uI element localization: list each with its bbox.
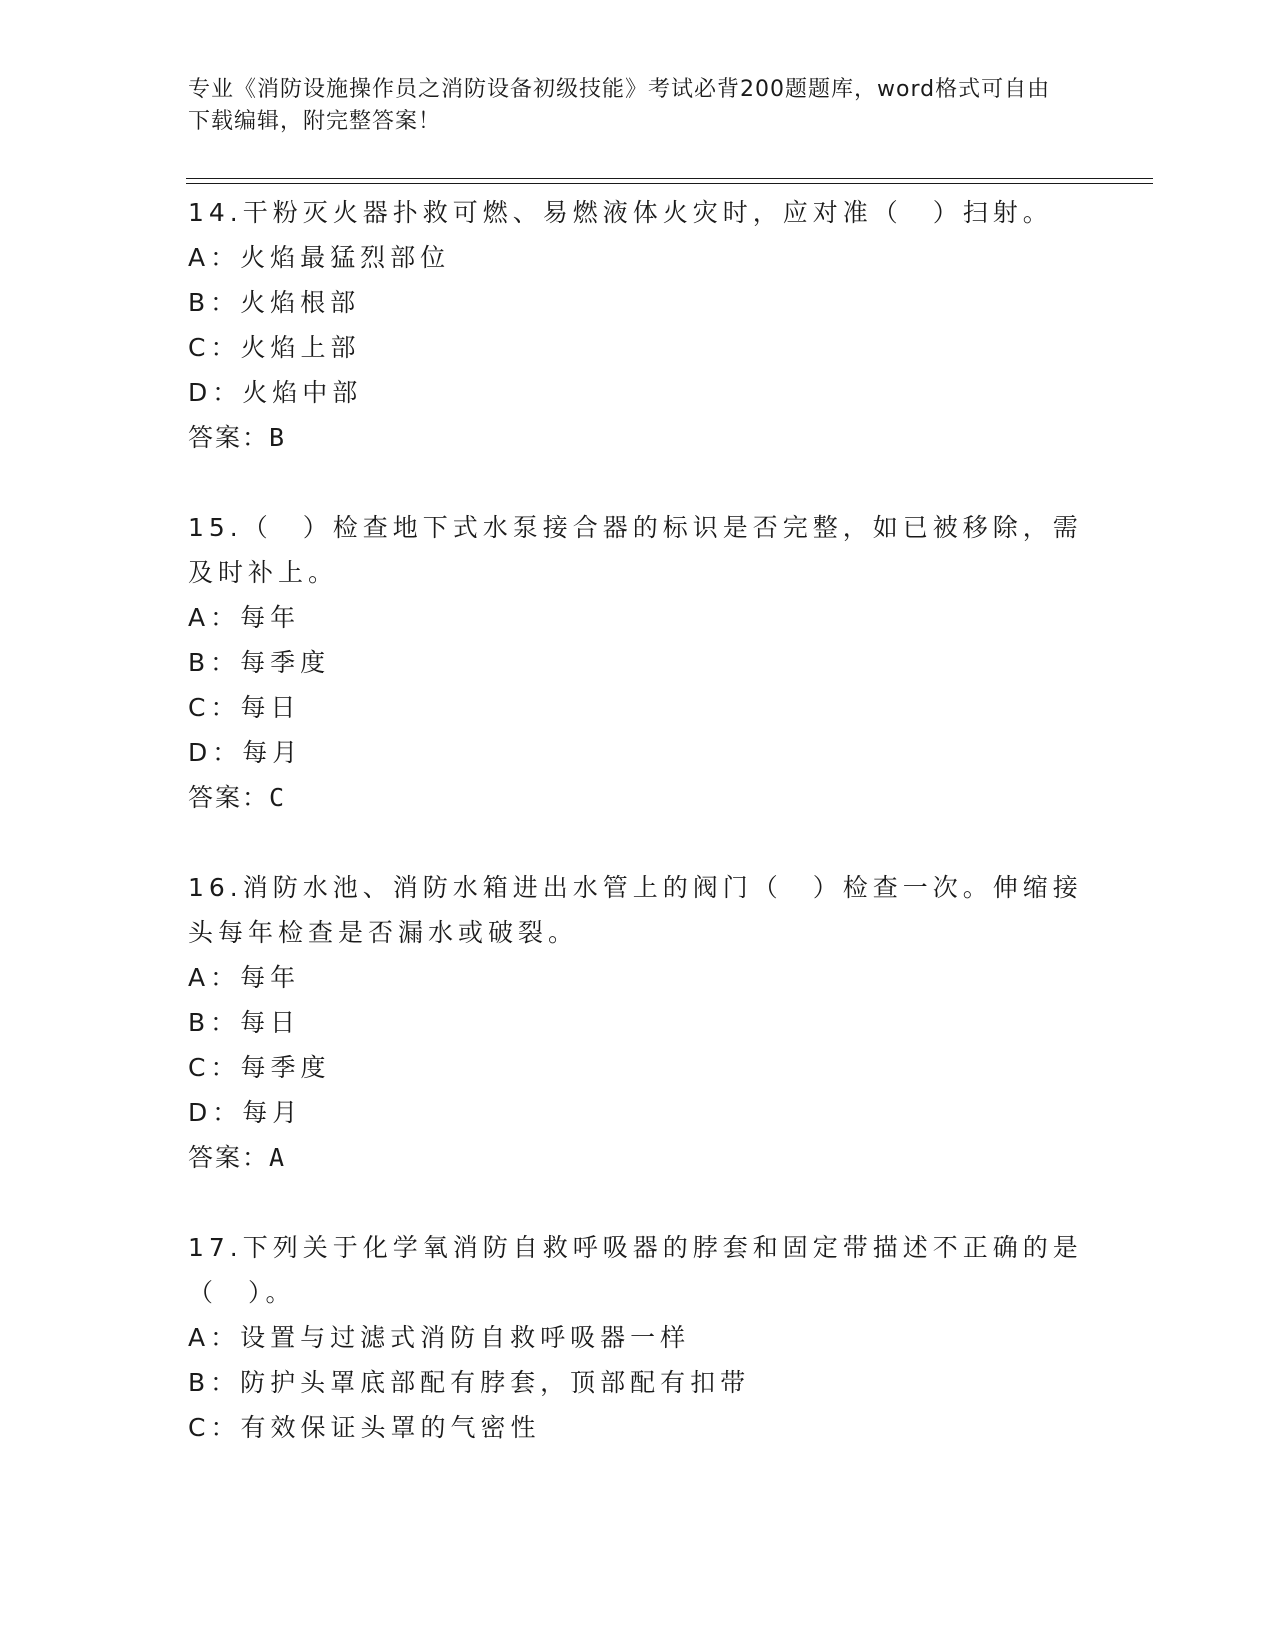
option-c: C：每季度 <box>188 1053 331 1082</box>
answer-label: 答案： <box>188 1143 270 1172</box>
question-16 <box>188 865 1088 1180</box>
answer-value: A <box>269 1143 287 1172</box>
option-a: A：每年 <box>188 603 301 632</box>
header-divider-top <box>186 178 1153 179</box>
answer-value: B <box>269 423 287 452</box>
answer-label: 答案： <box>188 423 270 452</box>
option-b: B：火焰根部 <box>188 288 361 317</box>
option-a: A：每年 <box>188 963 301 992</box>
option-c: C：有效保证头罩的气密性 <box>188 1413 541 1442</box>
option-c: C：每日 <box>188 693 301 722</box>
question-stem: 14.干粉灭火器扑救可燃、易燃液体火灾时，应对准（ ）扫射。 <box>188 198 1053 227</box>
header-divider-bottom <box>186 183 1153 184</box>
question-17 <box>188 1225 1088 1450</box>
option-d: D：每月 <box>188 1098 303 1127</box>
option-d: D：火焰中部 <box>188 378 363 407</box>
option-a: A：火焰最猛烈部位 <box>188 243 451 272</box>
answer-line <box>188 415 1088 460</box>
question-14 <box>188 190 1088 460</box>
question-15 <box>188 505 1088 820</box>
question-stem: 16.消防水池、消防水箱进出水管上的阀门（ ）检查一次。伸缩接头每年检查是否漏水或破裂。 <box>188 873 1083 947</box>
answer-value: C <box>269 783 287 812</box>
option-b: B：每日 <box>188 1008 301 1037</box>
answer-line <box>188 1135 1088 1180</box>
option-c: C：火焰上部 <box>188 333 361 362</box>
option-b: B：防护头罩底部配有脖套，顶部配有扣带 <box>188 1368 751 1397</box>
answer-label: 答案： <box>188 783 270 812</box>
option-d: D：每月 <box>188 738 303 767</box>
answer-line <box>188 775 1088 820</box>
document-header: 专业《消防设施操作员之消防设备初级技能》考试必背200题题库，word格式可自由下载编辑，附完整答案！ <box>188 77 1051 134</box>
question-stem: 17.下列关于化学氧消防自救呼吸器的脖套和固定带描述不正确的是（ ）。 <box>188 1233 1083 1307</box>
question-stem: 15.（ ）检查地下式水泵接合器的标识是否完整，如已被移除，需及时补上。 <box>188 513 1083 587</box>
option-b: B：每季度 <box>188 648 331 677</box>
question-list <box>188 190 1088 1495</box>
option-a: A：设置与过滤式消防自救呼吸器一样 <box>188 1323 691 1352</box>
